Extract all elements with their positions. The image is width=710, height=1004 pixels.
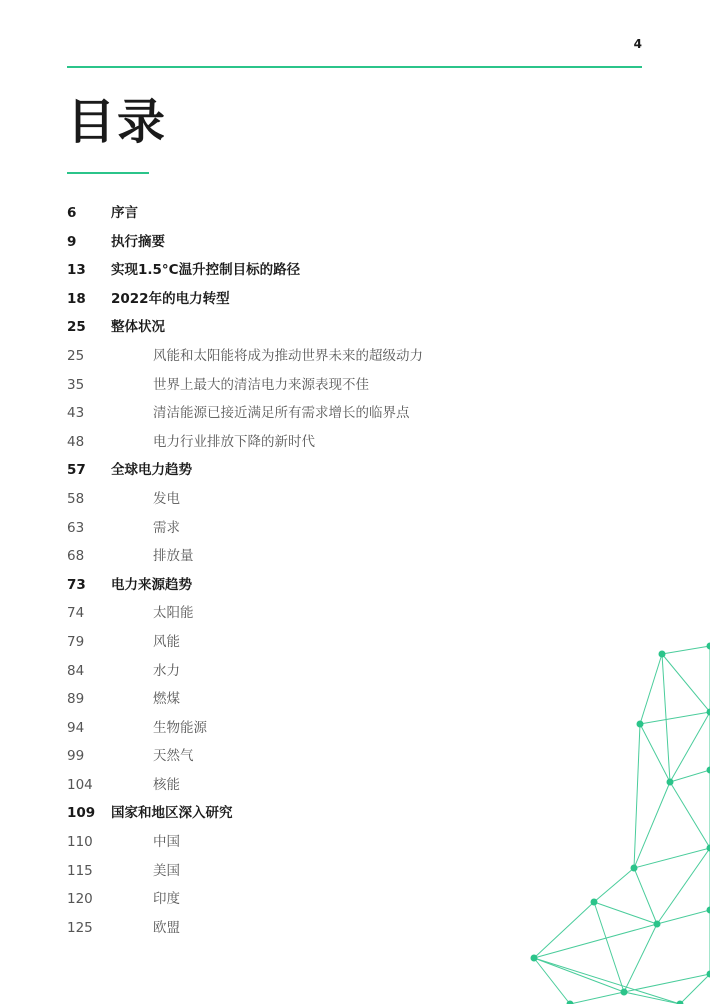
toc-page-number: 13 (67, 262, 86, 279)
toc-label: 美国 (153, 862, 180, 879)
toc-page-number: 125 (67, 919, 93, 936)
toc-label: 清洁能源已接近满足所有需求增长的临界点 (153, 405, 410, 422)
toc-page-number: 58 (67, 490, 85, 507)
toc-label: 执行摘要 (111, 233, 165, 250)
toc-label: 印度 (153, 891, 180, 908)
toc-entry[interactable] (0, 228, 600, 257)
network-edge (640, 712, 710, 724)
toc-entry[interactable] (0, 771, 600, 800)
network-edge (680, 974, 710, 1004)
network-edge (634, 868, 657, 924)
toc-label: 电力行业排放下降的新时代 (153, 433, 315, 450)
toc-label: 电力来源趋势 (111, 576, 192, 593)
toc-label: 世界上最大的清洁电力来源表现不佳 (153, 376, 369, 393)
toc-label: 生物能源 (153, 719, 207, 736)
toc-page-number: 115 (67, 862, 93, 879)
toc-label: 序言 (111, 205, 138, 221)
network-edge (594, 902, 657, 924)
page-title: 目录 (67, 94, 168, 150)
toc-entry[interactable] (0, 914, 600, 943)
toc-entry[interactable] (0, 371, 600, 400)
toc-entry[interactable] (0, 599, 600, 628)
network-node (707, 643, 710, 650)
toc-entry[interactable] (0, 199, 600, 228)
toc-label: 需求 (153, 519, 180, 536)
toc-entry[interactable] (0, 285, 600, 314)
toc-entry[interactable] (0, 657, 600, 686)
toc-entry[interactable] (0, 742, 600, 771)
toc-page-number: 94 (67, 719, 85, 736)
toc-entry[interactable] (0, 685, 600, 714)
network-node (621, 989, 628, 996)
toc-label: 水力 (153, 662, 180, 679)
network-edge (570, 992, 624, 1004)
toc-page-number: 68 (67, 548, 85, 565)
toc-entry[interactable] (0, 542, 600, 571)
network-edge (640, 654, 662, 724)
toc-entry[interactable] (0, 456, 600, 485)
toc-page-number: 25 (67, 319, 86, 336)
network-node (707, 709, 710, 716)
network-lines (534, 646, 710, 1004)
network-node (707, 767, 710, 774)
toc-entry[interactable] (0, 799, 600, 828)
network-edge (624, 992, 680, 1004)
toc-label: 整体状况 (111, 319, 165, 336)
toc-label: 太阳能 (153, 605, 194, 622)
network-edge (624, 924, 657, 992)
table-of-contents (0, 199, 600, 942)
toc-label: 风能 (153, 633, 180, 650)
network-edge (640, 724, 670, 782)
toc-label: 风能和太阳能将成为推动世界未来的超级动力 (153, 347, 423, 364)
toc-page-number: 99 (67, 748, 85, 765)
network-node (531, 955, 538, 962)
network-node (707, 907, 710, 914)
toc-entry[interactable] (0, 342, 600, 371)
toc-page-number: 110 (67, 834, 93, 851)
network-node (591, 899, 598, 906)
toc-label: 欧盟 (153, 919, 180, 936)
toc-page-number: 89 (67, 691, 85, 708)
toc-page-number: 104 (67, 776, 93, 793)
toc-page-number: 43 (67, 405, 85, 422)
toc-label: 发电 (153, 490, 180, 507)
toc-entry[interactable] (0, 885, 600, 914)
network-edge (670, 782, 710, 848)
toc-entry[interactable] (0, 485, 600, 514)
toc-page-number: 74 (67, 605, 85, 622)
network-nodes (531, 643, 710, 1004)
header-divider (67, 66, 642, 68)
toc-page-number: 48 (67, 433, 85, 450)
toc-entry[interactable] (0, 428, 600, 457)
network-edge (594, 868, 634, 902)
toc-label: 2022年的电力转型 (111, 290, 230, 307)
toc-page-number: 120 (67, 891, 93, 908)
network-edge (662, 654, 710, 712)
network-edge (634, 782, 670, 868)
page-number: 4 (633, 37, 642, 51)
toc-label: 排放量 (153, 548, 194, 565)
toc-page-number: 18 (67, 290, 86, 307)
network-node (654, 921, 661, 928)
network-edge (662, 654, 670, 782)
toc-entry[interactable] (0, 714, 600, 743)
network-node (631, 865, 638, 872)
toc-page-number: 63 (67, 519, 85, 536)
network-node (659, 651, 666, 658)
network-node (667, 779, 674, 786)
toc-page-number: 109 (67, 805, 96, 822)
toc-label: 燃煤 (153, 691, 180, 708)
toc-entry[interactable] (0, 571, 600, 600)
network-edge (634, 724, 640, 868)
toc-page-number: 79 (67, 633, 85, 650)
toc-page-number: 25 (67, 347, 85, 364)
toc-entry[interactable] (0, 828, 600, 857)
network-edge (662, 646, 710, 654)
network-node (637, 721, 644, 728)
toc-entry[interactable] (0, 256, 600, 285)
toc-entry[interactable] (0, 313, 600, 342)
toc-page-number: 73 (67, 576, 86, 593)
toc-entry[interactable] (0, 514, 600, 543)
toc-page-number: 9 (67, 233, 77, 250)
toc-label: 天然气 (153, 748, 194, 765)
network-decoration (520, 610, 710, 1004)
toc-entry[interactable] (0, 857, 600, 886)
toc-label: 核能 (153, 776, 180, 793)
toc-label: 全球电力趋势 (111, 462, 192, 479)
network-edge (624, 974, 710, 992)
network-edge (534, 958, 680, 1004)
network-node (707, 845, 710, 852)
toc-page-number: 57 (67, 462, 86, 479)
toc-page-number: 84 (67, 662, 85, 679)
toc-entry[interactable] (0, 399, 600, 428)
toc-label: 中国 (153, 834, 180, 851)
title-underline (67, 172, 149, 174)
toc-label: 国家和地区深入研究 (111, 805, 233, 822)
toc-label: 实现1.5°C温升控制目标的路径 (111, 262, 301, 279)
toc-page-number: 6 (67, 205, 77, 221)
toc-entry[interactable] (0, 628, 600, 657)
toc-page-number: 35 (67, 376, 85, 393)
